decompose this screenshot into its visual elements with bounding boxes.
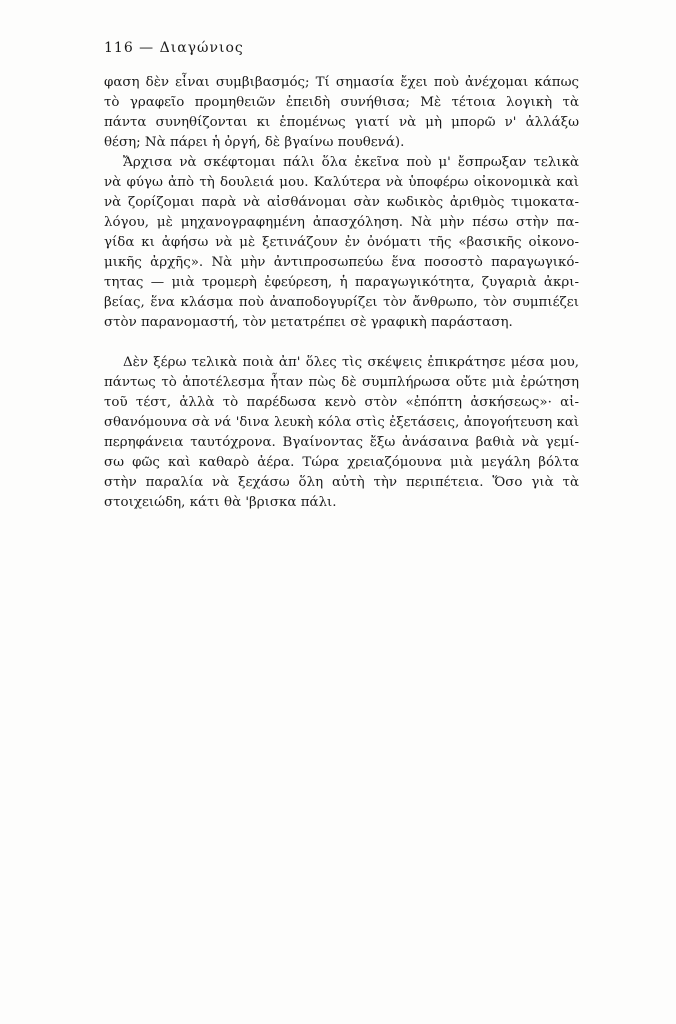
text-line: στὴν παραλία νὰ ξεχάσω ὅλη αὐτὴ τὴν περιπέτεια. Ὅσο γιὰ τὰ [104,475,579,490]
text-line: Δὲν ξέρω τελικὰ ποιὰ ἀπ' ὅλες τὶς σκέψεις ἐπικράτησε μέσα μου, [123,355,579,370]
running-head: 116 — Διαγώνιος [104,40,244,56]
text-line: μικῆς ἀρχῆς». Νὰ μὴν ἀντιπροσωπεύω ἕνα ποσοστὸ παραγωγικό- [104,255,579,270]
paragraph-2 [104,153,579,333]
text-line: τὸ γραφεῖο προμηθειῶν ἐπειδὴ συνήθισα; Μὲ τέτοια λογικὴ τὰ [104,95,579,110]
text-line: νὰ ζορίζομαι παρὰ νὰ αἰσθάνομαι σὰν κωδικὸς ἀριθμὸς τιμοκατα- [104,195,579,210]
text-line: βείας, ἕνα κλάσμα ποὺ ἀναποδογυρίζει τὸν ἄνθρωπο, τὸν συμπιέζει [104,295,579,310]
paragraph-1 [104,73,579,153]
text-line: σω φῶς καὶ καθαρὸ ἀέρα. Τώρα χρειαζόμουνα μιὰ μεγάλη βόλτα [104,455,579,470]
text-line: περηφάνεια ταυτόχρονα. Βγαίνοντας ἔξω ἀνάσαινα βαθιὰ νὰ γεμί- [104,435,579,450]
text-line: πάντα συνηθίζονται κι ἑπομένως γιατί νὰ μὴ μπορῶ ν' ἀλλάξω [104,115,579,130]
text-line: γίδα κι ἀφήσω νὰ μὲ ξετινάζουν ἐν ὀνόματι τῆς «βασικῆς οἰκονο- [104,235,579,250]
text-line: θέση; Νὰ πάρει ἡ ὀργή, δὲ βγαίνω πουθενά). [104,135,405,150]
text-line: πάντως τὸ ἀποτέλεσμα ἦταν πὼς δὲ συμπλήρωσα οὔτε μιὰ ἐρώτηση [104,375,579,390]
text-line: στοιχειώδη, κάτι θὰ 'βρισκα πάλι. [104,495,337,510]
text-line: τοῦ τέστ, ἀλλὰ τὸ παρέδωσα κενὸ στὸν «ἐπόπτη ἀσκήσεως»· αἰ- [104,395,579,410]
body-text [104,73,579,513]
paragraph-3 [104,353,579,513]
text-line: λόγου, μὲ μηχανογραφημένη ἀπασχόληση. Νὰ μὴν πέσω στὴν πα- [104,215,579,230]
text-line: Ἄρχισα νὰ σκέφτομαι πάλι ὅλα ἐκεῖνα ποὺ μ' ἔσπρωξαν τελικὰ [123,155,579,170]
text-line: φαση δὲν εἶναι συμβιβασμός; Τί σημασία ἔχει ποὺ ἀνέχομαι κάπως [104,75,579,90]
paragraph-spacer [104,333,579,353]
text-line: στὸν παρανομαστή, τὸν μετατρέπει σὲ γραφικὴ παράσταση. [104,315,513,330]
text-line: νὰ φύγω ἀπὸ τὴ δουλειά μου. Καλύτερα νὰ ὑποφέρω οἰκονομικὰ καὶ [104,175,579,190]
text-line: τητας — μιὰ τρομερὴ ἐφεύρεση, ἡ παραγωγικότητα, ζυγαριὰ ἀκρι- [104,275,579,290]
text-line: σθανόμουνα σὰ νά 'δινα λευκὴ κόλα στὶς ἐξετάσεις, ἀπογοήτευση καὶ [104,415,579,430]
